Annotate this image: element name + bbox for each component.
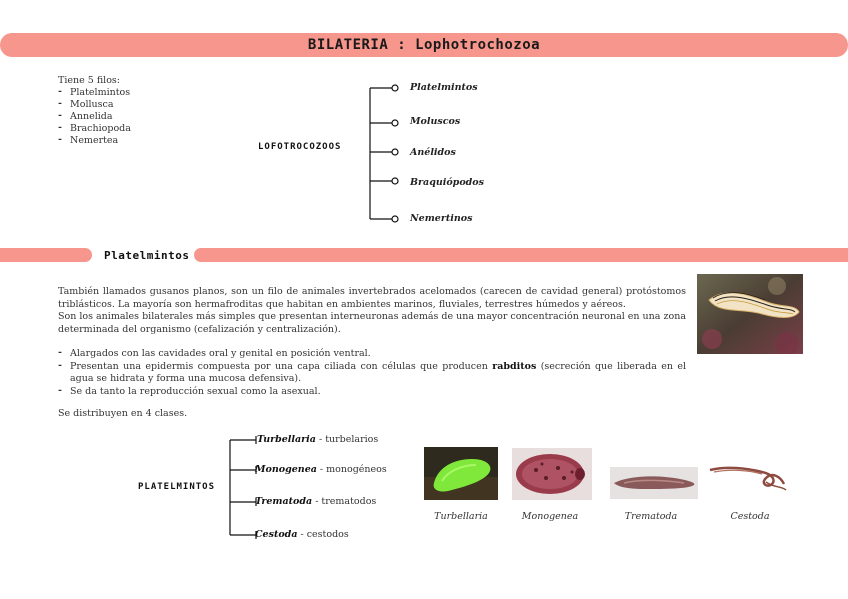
intro-block [58,75,238,147]
list-item-text: Presentan una epidermis compuesta por una capa ciliada con células que producen [70,360,493,372]
plat-tree-root: PLATELMINTOS [138,482,216,492]
list-item-emphasis: rabditos [492,360,537,372]
intro-heading: Tiene 5 filos: [58,75,120,86]
lofo-node-nemertinos: Nemertinos [410,213,473,224]
class-name: Trematoda [255,496,313,507]
lofo-node-anelidos: Anélidos [410,147,456,158]
list-item: - Annelida [58,111,238,123]
monogenea-illustration [512,448,592,500]
lofo-tree-root: LOFOTROCOZOOS [258,142,342,152]
paragraph: Son los animales bilaterales más simples que presentan interneuronas además de una mayor concentración neuronal en una zona determinada del organismo (cefalización y centralización). [58,311,686,335]
class-common: - turbelarios [315,434,379,445]
list-item: - Platelmintos [58,87,238,99]
class-turbellaria [257,434,378,445]
section-body [58,286,686,336]
lofo-node-moluscos: Moluscos [410,116,461,127]
class-monogenea [255,464,387,475]
turbellaria-photo [424,447,498,500]
cestoda-illustration [706,460,790,492]
class-name: Turbellaria [257,434,316,445]
list-item-text: (secreción que liberada en el agua se hidrata y forma una mucosa defensiva). [70,360,687,384]
class-common: - monogéneos [316,464,387,475]
list-item [58,361,686,386]
cestoda-photo [706,460,790,492]
list-item: - Alargados con las cavidades oral y genital en posición ventral. [58,348,686,361]
section-banner-right [194,248,848,262]
turbellaria-illustration [424,447,498,500]
caption-trematoda: Trematoda [624,511,678,522]
class-common: - trematodos [312,496,377,507]
lofo-tree-lines [360,80,405,230]
phyla-list [58,87,238,147]
section-title: Platelmintos [104,249,190,262]
list-item: - Se da tanto la reproducción sexual como la asexual. [58,386,686,399]
caption-turbellaria: Turbellaria [434,511,488,522]
paragraph: También llamados gusanos planos, son un filo de animales invertebrados acelomados (carecen de cavidad general) protóstomos triblásticos. La mayoría son hermafroditas que habitan en ambientes marinos, fluviales, terrestres húmedos y aéreos. [58,286,686,310]
class-common: - cestodos [297,529,349,540]
lofo-node-platelmintos: Platelmintos [410,82,478,93]
list-item: - Nemertea [58,135,238,147]
features-block [58,348,686,398]
page-title: BILATERIA : Lophotrochozoa [307,37,541,53]
trematoda-illustration [610,467,698,499]
list-item: - Brachiopoda [58,123,238,135]
class-name: Cestoda [255,529,298,540]
flatworm-photo [697,274,803,354]
features-list [58,348,686,398]
classes-intro: Se distribuyen en 4 clases. [58,408,188,419]
list-item: - Mollusca [58,99,238,111]
trematoda-photo [610,467,698,499]
class-cestoda [255,529,349,540]
section-banner-left [0,248,92,262]
class-trematoda [255,496,376,507]
caption-cestoda: Cestoda [730,511,770,522]
monogenea-photo [512,448,592,500]
plat-tree-lines [222,432,262,542]
flatworm-illustration [697,274,803,354]
class-name: Monogenea [255,464,317,475]
caption-monogenea: Monogenea [521,511,579,522]
lofo-node-braquiopodos: Braquiópodos [410,177,484,188]
